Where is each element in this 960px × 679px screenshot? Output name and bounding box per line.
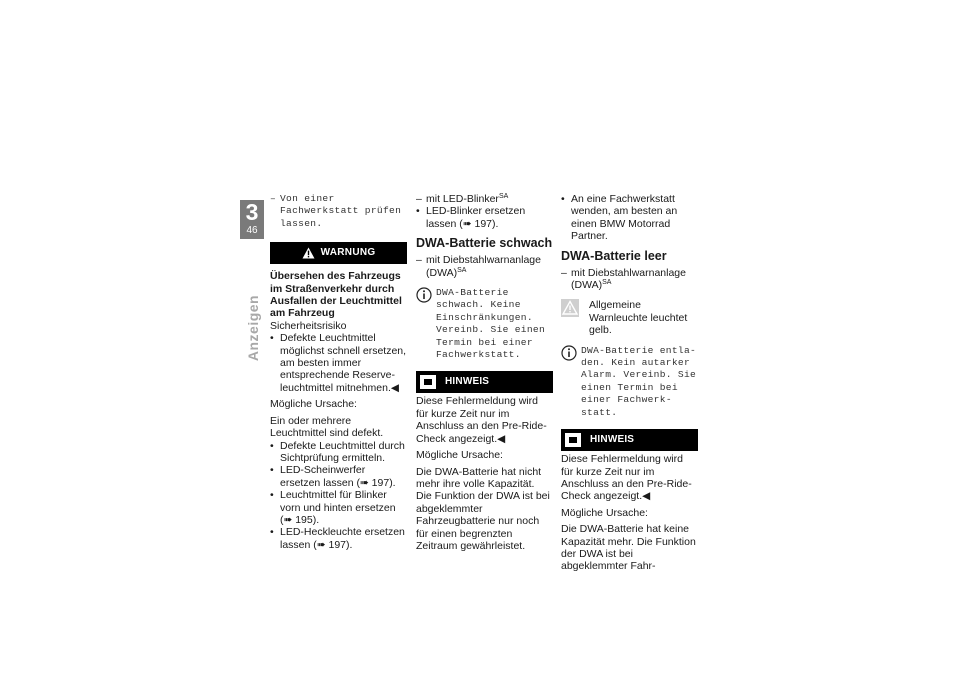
display-message: DWA-Batterie entladen. Kein autarker Alarm. Vereinb. Sie einen Termin bei einer Fachwerkstatt. <box>581 344 697 418</box>
list-item: • Leuchtmittel für Blinker vorn und hinten ersetzen (➠ 195). <box>270 489 407 526</box>
list-item: • LED-Scheinwerfer ersetzen lassen (➠ 197). <box>270 464 407 489</box>
cause-text: Ein oder mehrere Leuchtmittel sind defekt. <box>270 414 384 440</box>
note-label: HINWEIS <box>445 376 490 388</box>
dash-item: – Von einer Fachwerkstatt prüfen lassen. <box>270 193 407 230</box>
list-item: • LED-Heckleuchte ersetzen lassen (➠ 197). <box>270 526 407 551</box>
risk-text: Sicherheitsrisiko <box>270 319 347 332</box>
note-label: HINWEIS <box>590 433 635 445</box>
display-message-block <box>561 345 698 419</box>
cause-text: Die DWA-Batterie hat nicht mehr ihre volle Kapazität. Die Funktion der DWA ist bei abgeklemmter Fahrzeugbatterie nur noch für einen begrenzten Zeitraum gewährleistet. <box>416 465 550 552</box>
chapter-number: 3 <box>245 199 259 225</box>
section-heading: DWA-Batterie schwach <box>416 236 553 251</box>
note-icon <box>420 375 436 389</box>
page-number: 46 <box>246 225 258 236</box>
note-text: Diese Fehlermeldung wird für kurze Zeit nur im Anschluss an den Pre-Ride-Check angezeigt.◀ <box>416 395 547 445</box>
display-message: DWA-Batterie schwach. Keine Einschränkungen. Vereinb. Sie einen Termin bei einer Fachwerkstatt. <box>436 287 546 361</box>
sa-marker: SA <box>602 279 612 287</box>
display-message-block <box>416 287 553 361</box>
general-warning-light-icon <box>561 299 579 317</box>
column-3 <box>561 193 698 573</box>
sa-marker: SA <box>457 266 467 274</box>
column-1 <box>270 193 407 551</box>
warning-banner <box>270 242 407 264</box>
column-2 <box>416 193 553 552</box>
cause-label: Mögliche Ursache: <box>561 506 648 519</box>
note-banner <box>416 371 553 393</box>
warning-light-text: Allgemeine Warnleuchte leuchtet gelb. <box>589 299 688 337</box>
note-banner <box>561 429 698 451</box>
warning-heading: Übersehen des Fahrzeugs im Straßenverkehr durch Ausfallen der Leuchtmittel am Fahrzeug <box>270 270 402 320</box>
info-icon <box>561 345 577 361</box>
note-text: Diese Fehlermeldung wird für kurze Zeit nur im Anschluss an den Pre-Ride-Check angezeigt.◀ <box>561 453 692 503</box>
warning-triangle-icon <box>302 247 315 259</box>
chapter-tab <box>240 200 264 239</box>
cause-label: Mögliche Ursache: <box>416 449 503 462</box>
dash-item: – mit Diebstahlwarnanlage (DWA)$^{SA}$ <box>416 254 553 279</box>
chapter-title: Anzeigen <box>245 294 261 362</box>
dash-item: – mit LED-Blinker$^{SA}$ <box>416 193 553 205</box>
list-item: • An eine Fachwerkstatt wenden, am besten an einen BMW Motorrad Partner. <box>561 193 698 243</box>
note-icon <box>565 433 581 447</box>
cause-label: Mögliche Ursache: <box>270 398 357 411</box>
section-heading: DWA-Batterie leer <box>561 248 667 263</box>
warning-light-block <box>561 299 698 336</box>
list-item: • Defekte Leuchtmittel durch Sichtprüfung ermitteln. <box>270 440 407 465</box>
cause-text: Die DWA-Batterie hat keine Kapazität mehr. Die Funktion der DWA ist bei abgeklemmter Fahr- <box>561 523 696 573</box>
warning-label: WARNUNG <box>320 247 376 259</box>
dash-item: – mit Diebstahlwarnanlage (DWA)$^{SA}$ <box>561 267 698 292</box>
list-item: • Defekte Leuchtmittel möglichst schnell ersetzen, am besten immer entsprechende Reserveleuchtmittel mitnehmen.◀ <box>270 332 407 394</box>
info-icon <box>416 287 432 303</box>
list-item: • LED-Blinker ersetzen lassen (➠ 197). <box>416 205 553 230</box>
sa-marker: SA <box>498 193 509 200</box>
